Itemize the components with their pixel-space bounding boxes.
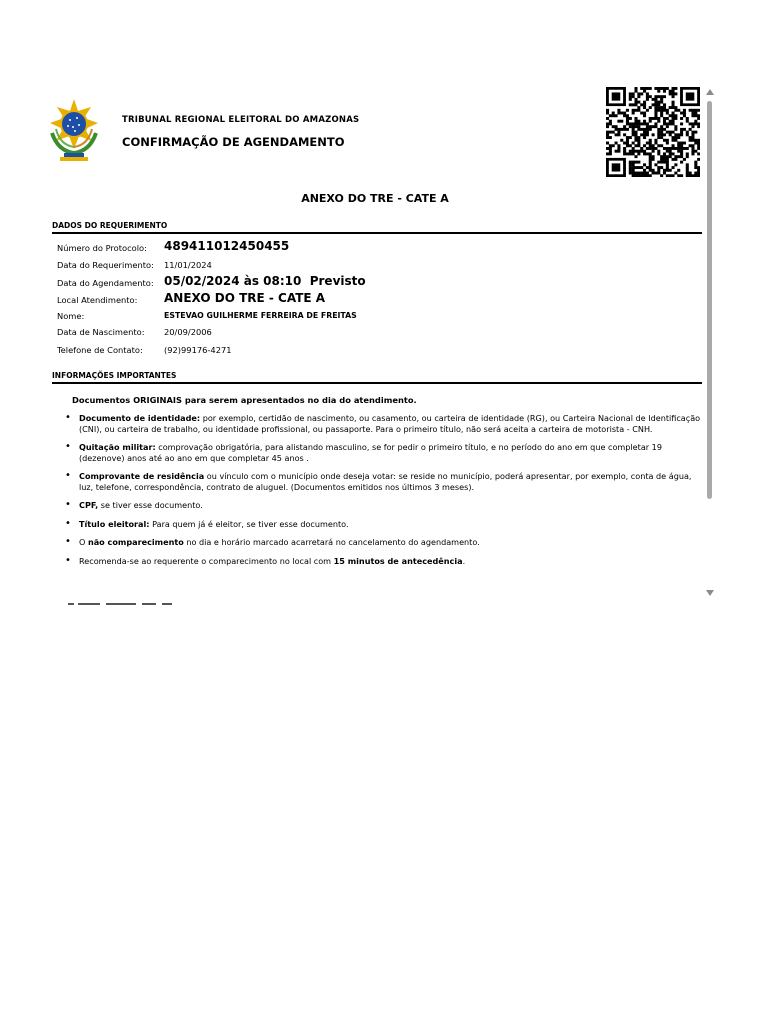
document-title: CONFIRMAÇÃO DE AGENDAMENTO	[122, 135, 345, 149]
list-item: • O não comparecimento no dia e horário marcado acarretará no cancelamento do agendamento.	[62, 537, 702, 548]
scroll-up-arrow-icon[interactable]	[706, 89, 714, 95]
field-label: Número do Protocolo:	[57, 243, 147, 253]
service-location: ANEXO DO TRE - CATE A	[164, 291, 326, 305]
field-label: Data do Agendamento:	[57, 278, 154, 288]
vertical-scrollbar[interactable]	[704, 87, 716, 599]
birth-date: 20/09/2006	[164, 327, 212, 337]
field-label: Nome:	[57, 311, 85, 321]
list-item: • Documento de identidade: por exemplo, certidão de nascimento, ou casamento, ou carteira de identidade (RG), ou Carteira Nacional de Identificação (CNI), ou carteira de trabalho, ou identidade profissional, ou passaporte. Para o primeiro título, não será aceita a carteira de motorista - CNH.	[62, 413, 702, 434]
field-telefone	[57, 342, 697, 358]
applicant-name: ESTEVAO GUILHERME FERREIRA DE FREITAS	[164, 311, 357, 320]
section-info-heading: INFORMAÇÕES IMPORTANTES	[52, 371, 702, 384]
section-dados-heading: DADOS DO REQUERIMENTO	[52, 221, 702, 234]
protocol-number: 489411012450455	[164, 239, 290, 253]
documents-heading: Documentos ORIGINAIS para serem apresentados no dia do atendimento.	[72, 395, 417, 405]
field-data-nascimento	[57, 324, 697, 340]
request-date: 11/01/2024	[164, 260, 212, 270]
list-item: • Comprovante de residência ou vínculo com o município onde deseja votar: se reside no município, poderá apresentar, por exemplo, conta de água, luz, telefone, correspondência, contrato de aluguel. (Documentos emitidos nos últimos 3 meses).	[62, 471, 702, 492]
scroll-down-arrow-icon[interactable]	[706, 590, 714, 596]
clipped-text-fragment	[62, 602, 202, 606]
requirements-list	[62, 413, 702, 574]
field-label: Telefone de Contato:	[57, 345, 143, 355]
field-data-requerimento	[57, 257, 697, 273]
field-data-agendamento	[57, 275, 697, 291]
location-title: ANEXO DO TRE - CATE A	[301, 192, 449, 205]
organization-name: TRIBUNAL REGIONAL ELEITORAL DO AMAZONAS	[122, 115, 360, 125]
contact-phone: (92)99176-4271	[164, 345, 232, 355]
field-label: Data de Nascimento:	[57, 327, 145, 337]
field-nome	[57, 308, 697, 324]
field-label: Local Atendimento:	[57, 295, 138, 305]
brasil-coat-of-arms-icon	[48, 99, 100, 163]
list-item: • CPF, se tiver esse documento.	[62, 500, 702, 511]
scrollbar-thumb[interactable]	[707, 101, 712, 499]
field-protocolo	[57, 240, 697, 256]
list-item: • Título eleitoral: Para quem já é eleitor, se tiver esse documento.	[62, 519, 702, 530]
list-item: • Recomenda-se ao requerente o comparecimento no local com 15 minutos de antecedência.	[62, 556, 702, 567]
list-item: • Quitação militar: comprovação obrigatória, para alistando masculino, se for pedir o primeiro título, e no período do ano em que completar 19 (dezenove) anos até ao ano em que completar 45 anos .	[62, 442, 702, 463]
qr-code-icon	[606, 87, 700, 177]
field-local-atendimento	[57, 292, 697, 308]
appointment-date: 05/02/2024 às 08:10 Previsto	[164, 274, 366, 288]
field-label: Data do Requerimento:	[57, 260, 154, 270]
